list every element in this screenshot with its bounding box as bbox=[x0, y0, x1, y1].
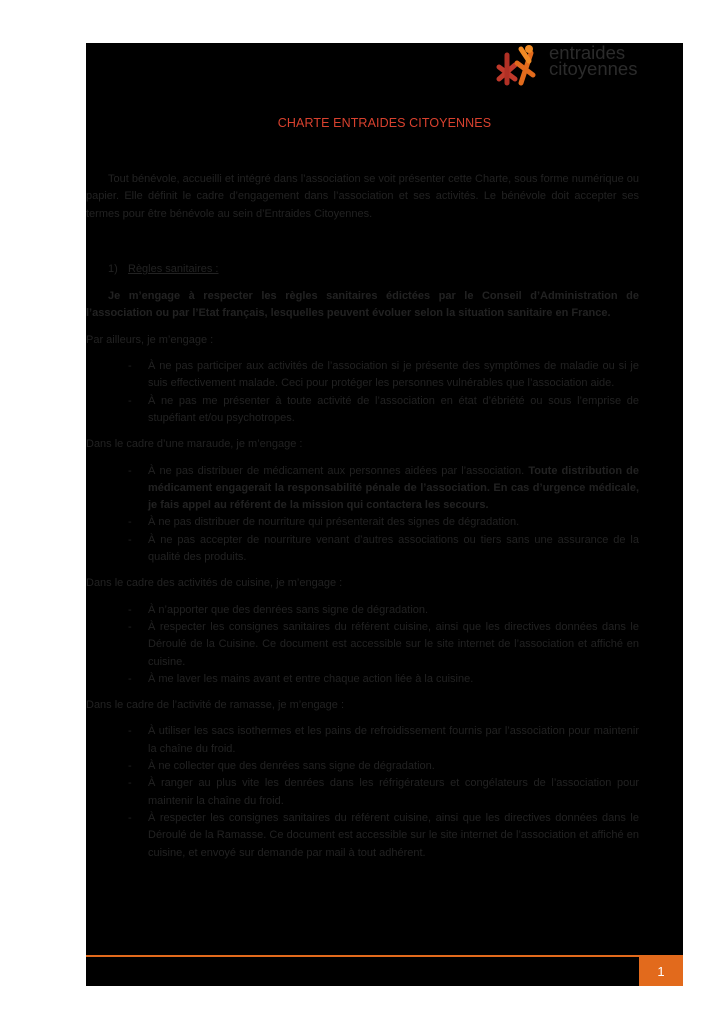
list-item bbox=[128, 463, 639, 515]
list-item-text: À me laver les mains avant et entre chaque action liée à la cuisine. bbox=[148, 672, 474, 685]
ramasse-list bbox=[86, 723, 639, 861]
bullet-dash: - bbox=[128, 394, 132, 407]
logo-text bbox=[549, 45, 637, 77]
list-item-text: À ne pas me présenter à toute activité de l’association en état d’ébriété ou sous l’emprise de stupéfiant et/ou psychotropes. bbox=[148, 394, 639, 424]
maraude-lead: Dans le cadre d’une maraude, je m’engage : bbox=[86, 438, 303, 451]
maraude-list bbox=[86, 463, 639, 567]
document-title: CHARTE ENTRAIDES CITOYENNES bbox=[277, 116, 492, 130]
commitment-paragraph: Je m’engage à respecter les règles sanitaires édictées par le Conseil d’Administration de l’association ou par l’Etat français, lesquelles peuvent évoluer selon la situation sanitaire en France. bbox=[86, 290, 639, 320]
list-item-text: À ne pas distribuer de médicament aux personnes aidées par l’association. bbox=[148, 464, 529, 477]
list-item-text: À respecter les consignes sanitaires du référent cuisine, ainsi que les directives données dans le Déroulé de la Ramasse. Ce document est accessible sur le site internet de l’association et affiché en cuisine, et envoyé sur demande par mail à tout adhérent. bbox=[148, 811, 639, 859]
list-item-text: À ne pas participer aux activités de l’association si je présente des symptômes de maladie ou si je suis effectivement malade. Ceci pour protéger les personnes vulnérables que l’association aide. bbox=[148, 360, 639, 390]
list-item-text: À n’apporter que des denrées sans signe de dégradation. bbox=[148, 603, 429, 616]
general-lead: Par ailleurs, je m’engage : bbox=[86, 333, 214, 346]
list-item bbox=[128, 723, 639, 758]
list-item-text: À respecter les consignes sanitaires du référent cuisine, ainsi que les directives données dans le Déroulé de la Cuisine. Ce document est accessible sur le site internet de l’association et affiché en cuisine. bbox=[148, 620, 639, 668]
list-item-bold-text: Toute distribution de médicament engagerait la responsabilité pénale de l’association. En cas d’urgence médicale, je fais appel au référent de la mission qui contactera les secours. bbox=[148, 464, 639, 512]
bullet-dash: - bbox=[128, 811, 132, 824]
entraides-citoyennes-logo-icon bbox=[491, 43, 543, 89]
list-item bbox=[128, 775, 639, 810]
bullet-dash: - bbox=[128, 464, 132, 477]
general-list bbox=[86, 358, 639, 427]
list-item-text: À ranger au plus vite les denrées dans les réfrigérateurs et congélateurs de l’association pour maintenir la chaîne du froid. bbox=[148, 777, 639, 807]
cuisine-lead: Dans le cadre des activités de cuisine, je m’engage : bbox=[86, 577, 343, 590]
bullet-dash: - bbox=[128, 516, 132, 529]
logo-line-2: citoyennes bbox=[549, 58, 638, 79]
logo-line-1: entraides bbox=[549, 43, 626, 63]
intro-paragraph: Tout bénévole, accueilli et intégré dans l’association se voit présenter cette Charte, sous forme numérique ou papier. Elle définit le cadre d’engagement dans l’association et ses activités. Le bénévole doit accepter ses termes pour être bénévole au sein d’Entraides Citoyennes. bbox=[86, 173, 639, 220]
section-number: 1) bbox=[108, 262, 118, 275]
bullet-dash: - bbox=[128, 360, 132, 373]
list-item bbox=[128, 810, 639, 862]
bullet-dash: - bbox=[128, 603, 132, 616]
list-item bbox=[128, 532, 639, 567]
bullet-dash: - bbox=[128, 672, 132, 685]
list-item bbox=[128, 619, 639, 671]
cuisine-list bbox=[86, 602, 639, 688]
document-page bbox=[86, 43, 683, 986]
list-item bbox=[128, 671, 639, 688]
list-item-text: À ne collecter que des denrées sans signe de dégradation. bbox=[148, 760, 435, 773]
bullet-dash: - bbox=[128, 533, 132, 546]
bullet-dash: - bbox=[128, 760, 132, 773]
list-item bbox=[128, 758, 639, 775]
bullet-dash: - bbox=[128, 777, 132, 790]
document-body bbox=[86, 171, 639, 862]
page-number: 1 bbox=[639, 957, 683, 986]
list-item bbox=[128, 514, 639, 531]
bullet-dash: - bbox=[128, 620, 132, 633]
section-heading bbox=[86, 261, 639, 278]
list-item bbox=[128, 393, 639, 428]
ramasse-lead: Dans le cadre de l’activité de ramasse, je m’engage : bbox=[86, 699, 345, 712]
footer-divider bbox=[86, 955, 683, 957]
list-item-text: À ne pas distribuer de nourriture qui présenterait des signes de dégradation. bbox=[148, 516, 520, 529]
list-item-text: À utiliser les sacs isothermes et les pains de refroidissement fournis par l’association pour maintenir la chaîne du froid. bbox=[148, 725, 639, 755]
bullet-dash: - bbox=[128, 725, 132, 738]
section-heading-label: Règles sanitaires : bbox=[128, 262, 219, 275]
list-item-text: À ne pas accepter de nourriture venant d’autres associations ou tiers sans une assurance de la qualité des produits. bbox=[148, 533, 639, 564]
list-item bbox=[128, 602, 639, 619]
list-item bbox=[128, 358, 639, 393]
logo bbox=[491, 43, 651, 89]
